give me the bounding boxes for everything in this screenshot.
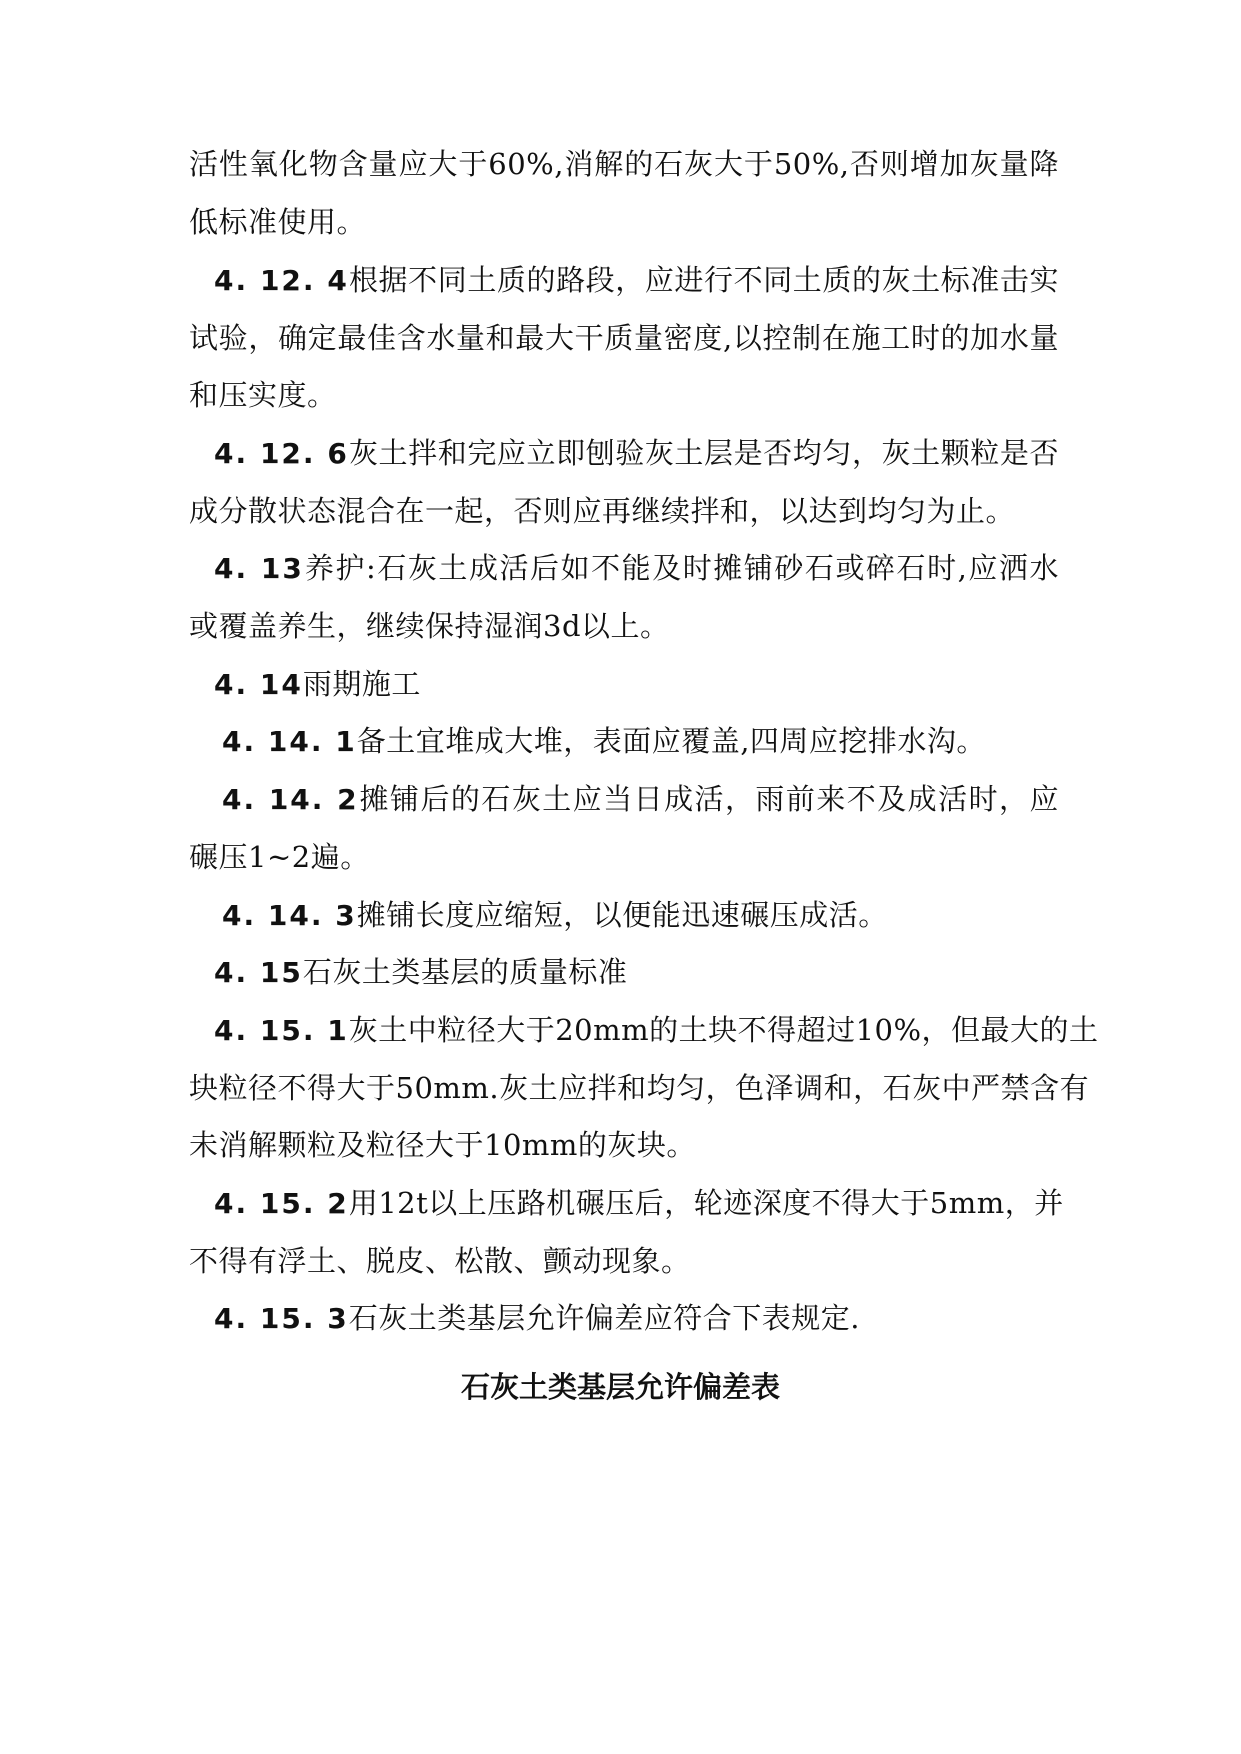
clause-number: 4. 12. 6 [214, 437, 349, 470]
clause-4-12-4 [214, 260, 1059, 300]
clause-4-14-2 [222, 779, 1059, 819]
paragraph-line-20 [189, 1241, 1059, 1281]
clause-text: 养护:石灰土成活后如不能及时摊铺砂石或碎石时,应洒水 [303, 551, 1059, 585]
clause-number: 4. 15. 1 [214, 1014, 349, 1047]
line-text: 或覆盖养生，继续保持湿润3d以上。 [189, 609, 670, 643]
paragraph-line-17 [189, 1068, 1090, 1108]
line-text: 不得有浮土、脱皮、松散、颤动现象。 [189, 1244, 691, 1278]
clause-text: 灰土中粒径大于20mm的土块不得超过10%，但最大的土 [348, 1013, 1099, 1047]
line-text: 成分散状态混合在一起，否则应再继续拌和，以达到均匀为止。 [189, 494, 1016, 528]
clause-number: 4. 14 [214, 668, 303, 701]
paragraph-line-1 [189, 144, 1059, 184]
paragraph-line-9 [189, 606, 1059, 646]
paragraph-line-13 [189, 837, 1059, 877]
clause-text: 石灰土类基层允许偏差应符合下表规定. [348, 1301, 860, 1335]
clause-text: 灰土拌和完应立即刨验灰土层是否均匀，灰土颗粒是否 [348, 436, 1059, 470]
clause-number: 4. 12. 4 [214, 264, 349, 297]
paragraph-line-7 [189, 491, 1059, 531]
clause-4-14-1 [222, 721, 1059, 761]
line-text: 块粒径不得大于50mm.灰土应拌和均匀，色泽调和，石灰中严禁含有 [189, 1071, 1090, 1105]
clause-4-15-2 [214, 1183, 1064, 1223]
clause-4-14 [214, 664, 1059, 704]
table-title: 石灰土类基层允许偏差表 [460, 1370, 780, 1404]
clause-number: 4. 14. 1 [222, 725, 357, 758]
clause-text: 雨期施工 [302, 667, 421, 701]
line-text: 活性氧化物含量应大于60%,消解的石灰大于50%,否则增加灰量降 [189, 147, 1059, 181]
clause-text: 摊铺后的石灰土应当日成活，雨前来不及成活时，应 [358, 782, 1059, 816]
paragraph-line-5 [189, 375, 1059, 415]
clause-number: 4. 14. 3 [222, 899, 357, 932]
clause-number: 4. 13 [214, 552, 304, 585]
line-text: 低标准使用。 [189, 205, 367, 239]
clause-number: 4. 15. 3 [214, 1302, 349, 1335]
line-text: 未消解颗粒及粒径大于10mm的灰块。 [189, 1128, 696, 1162]
paragraph-line-18 [189, 1125, 1059, 1165]
clause-text: 备土宜堆成大堆，表面应覆盖,四周应挖排水沟。 [356, 724, 986, 758]
clause-4-12-6 [214, 433, 1059, 473]
clause-4-15-3 [214, 1298, 1059, 1338]
clause-4-15 [214, 952, 1059, 992]
clause-4-13 [214, 548, 1059, 588]
line-text: 碾压1~2遍。 [189, 840, 370, 874]
clause-text: 根据不同土质的路段，应进行不同土质的灰土标准击实 [348, 263, 1059, 297]
clause-number: 4. 14. 2 [222, 783, 359, 816]
clause-4-15-1 [214, 1010, 1099, 1050]
paragraph-line-2 [189, 202, 1059, 242]
clause-number: 4. 15 [214, 956, 303, 989]
line-text: 试验，确定最佳含水量和最大干质量密度,以控制在施工时的加水量 [189, 321, 1059, 355]
clause-number: 4. 15. 2 [214, 1187, 349, 1220]
paragraph-line-4 [189, 318, 1059, 358]
clause-text: 用12t以上压路机碾压后，轮迹深度不得大于5mm，并 [348, 1186, 1064, 1220]
line-text: 和压实度。 [189, 378, 337, 412]
clause-text: 石灰土类基层的质量标准 [302, 955, 628, 989]
clause-text: 摊铺长度应缩短，以便能迅速碾压成活。 [356, 898, 888, 932]
clause-4-14-3 [222, 895, 1059, 935]
